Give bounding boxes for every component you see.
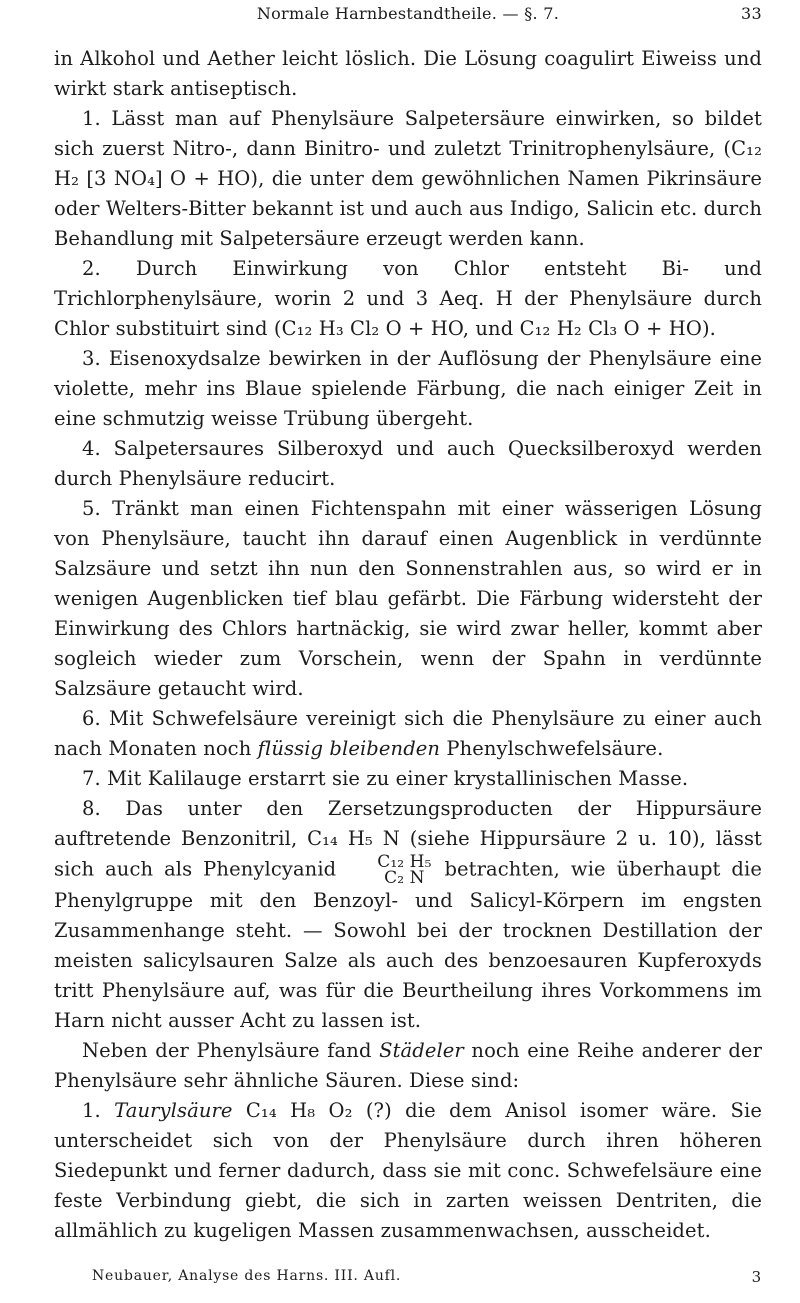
formula-top: C₁₂ H₅ (377, 852, 432, 872)
paragraph: in Alkohol und Aether leicht löslich. Die Lösung coagulirt Eiweiss und wirkt stark antiseptisch. (54, 47, 762, 100)
paragraph (54, 794, 762, 1036)
emphasis: Taurylsäure (114, 1099, 233, 1122)
paragraph: 7. Mit Kalilauge erstarrt sie zu einer krystallinischen Masse. (82, 767, 689, 790)
paragraph: 5. Tränkt man einen Fichtenspahn mit einer wässerigen Lösung von Phenylsäure, taucht ihn darauf einen Augenblick in verdünnte Salzsäure und setzt ihn nun den Sonnenstrahlen aus, so wird er in wenigen Augenblicken tief blau gefärbt. Die Färbung widersteht der Einwirkung des Chlors hartnäckig, sie wird zwar heller, kommt aber sogleich wieder zum Vorschein, wenn der Spahn in verdünnte Salzsäure getaucht wird. (54, 497, 762, 700)
paragraph: 2. Durch Einwirkung von Chlor entsteht Bi- und Trichlorphenylsäure, worin 2 und 3 Aeq. H der Phenylsäure durch Chlor substituirt sind (C₁₂ H₃ Cl₂ O + HO, und C₁₂ H₂ Cl₃ O + HO). (54, 257, 762, 340)
text-run: 6. Mit Schwefelsäure vereinigt sich die Phenylsäure zu einer auch nach Monaten noch (54, 707, 762, 760)
paragraph (54, 1036, 762, 1096)
text-run: 1. (82, 1099, 115, 1122)
author-name: Städeler (379, 1039, 464, 1062)
page-footer (92, 1268, 762, 1290)
paragraph (54, 1096, 762, 1246)
signature-mark: 3 (751, 1268, 762, 1286)
phenylcyanid-formula (349, 854, 431, 886)
page-number: 33 (741, 4, 762, 23)
text-run: C₁₄ H₈ O₂ (?) die dem Anisol isomer wäre. Sie unterscheidet sich von der Phenylsäure durch ihren höheren Siedepunkt und ferner dadurch, dass sie mit conc. Schwefelsäure eine feste Verbindung giebt, die sich in zarten weissen Dentriten, die allmählich zu kugeligen Massen zusammenwachsen, ausscheidet. (54, 1099, 762, 1242)
paragraph: 1. Lässt man auf Phenylsäure Salpetersäure einwirken, so bildet sich zuerst Nitro-, dann Binitro- und zuletzt Trinitrophenylsäure, (C₁₂ H₂ [3 NO₄] O + HO), die unter dem gewöhnlichen Namen Pikrinsäure oder Welters-Bitter bekannt ist und auch aus Indigo, Salicin etc. durch Behandlung mit Salpetersäure erzeugt werden kann. (54, 107, 762, 250)
page-body (54, 44, 762, 1246)
footer-text: Neubauer, Analyse des Harns. III. Aufl. (92, 1268, 402, 1284)
text-run: Neben der Phenylsäure fand (82, 1039, 380, 1062)
running-header (54, 4, 762, 28)
text-run: betrachten, wie überhaupt die Phenylgruppe mit den Benzoyl- und Salicyl-Körpern im engsten Zusammenhange steht. — Sowohl bei der trocknen Destillation der meisten salicylsauren Salze als auch des benzoesauren Kupferoxyds tritt Phenylsäure auf, was für die Beurtheilung ihres Vorkommens im Harn nicht ausser Acht zu lassen ist. (54, 857, 762, 1032)
emphasis: flüssig bleibenden (257, 737, 441, 760)
formula-bottom: C₂ N (384, 868, 425, 888)
header-title: Normale Harnbestandtheile. — §. 7. (256, 4, 560, 23)
paragraph: 4. Salpetersaures Silberoxyd und auch Quecksilberoxyd werden durch Phenylsäure reducirt. (54, 437, 762, 490)
paragraph (54, 704, 762, 764)
text-run: noch eine Reihe anderer der Phenylsäure sehr ähnliche Säuren. Diese sind: (54, 1039, 762, 1092)
text-run: 8. Das unter den Zersetzungsproducten der Hippursäure auftretende Benzonitril, C₁₄ H₅ N (siehe Hippursäure 2 u. 10), lässt sich auch als Phenylcyanid (54, 797, 762, 881)
paragraph: 3. Eisenoxydsalze bewirken in der Auflösung der Phenylsäure eine violette, mehr ins Blaue spielende Färbung, die nach einiger Zeit in eine schmutzig weisse Trübung übergeht. (54, 347, 762, 430)
text-run: Phenylschwefelsäure. (440, 737, 664, 760)
